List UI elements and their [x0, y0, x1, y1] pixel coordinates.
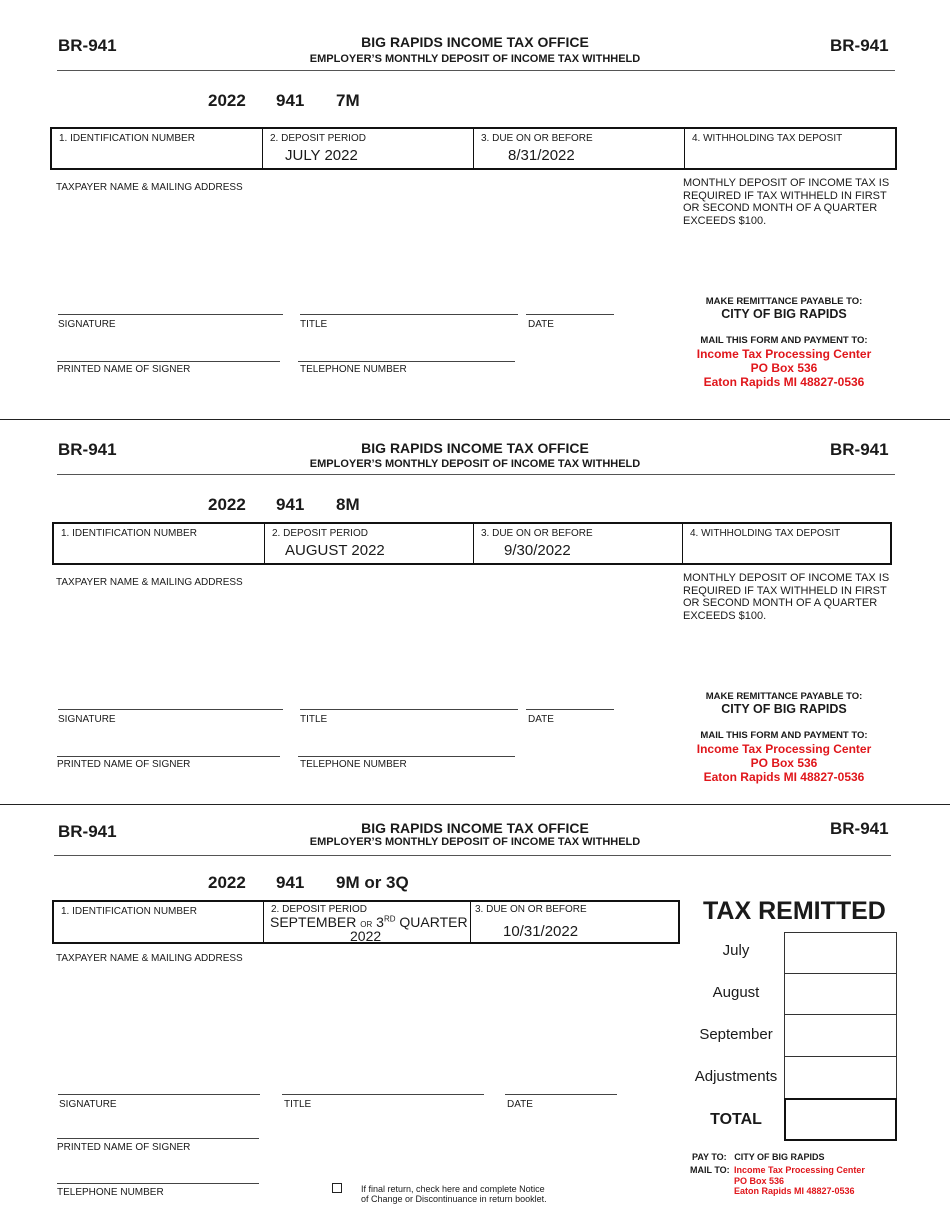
payable-heading: MAKE REMITTANCE PAYABLE TO:: [705, 296, 863, 307]
telephone-line[interactable]: [298, 361, 515, 362]
tax-year: 2022: [208, 495, 246, 514]
pay-to: [692, 1152, 825, 1162]
deposit-period-ordinal: RD: [383, 914, 396, 924]
date-line[interactable]: [526, 709, 614, 710]
tax-year: 2022: [208, 91, 246, 110]
id-number-label: 1. IDENTIFICATION NUMBER: [59, 133, 195, 144]
mail-to-address: [734, 1165, 865, 1197]
due-date-field: [474, 524, 683, 563]
mail-heading: MAIL THIS FORM AND PAYMENT TO:: [700, 730, 868, 741]
printed-name-line[interactable]: [57, 1138, 259, 1139]
taxpayer-label: TAXPAYER NAME & MAILING ADDRESS: [56, 577, 243, 588]
due-date-value: 8/31/2022: [508, 147, 575, 164]
title-line[interactable]: [282, 1094, 484, 1095]
row-label-july: July: [722, 942, 750, 959]
form-number: 941: [276, 873, 305, 892]
title-label: TITLE: [300, 319, 328, 330]
due-date-label: 3. DUE ON OR BEFORE: [481, 133, 593, 144]
address-line2: PO Box 536: [750, 361, 818, 375]
tax-remitted-title: TAX REMITTED: [703, 897, 886, 925]
row-label-total: TOTAL: [710, 1111, 762, 1128]
row-label-adjustments: Adjustments: [694, 1068, 778, 1085]
final-return-line1: If final return, check here and complete Notice: [361, 1184, 545, 1194]
signature-line[interactable]: [58, 1094, 260, 1095]
deposit-period-month: SEPTEMBER: [270, 914, 357, 930]
payable-to: CITY OF BIG RAPIDS: [721, 702, 847, 716]
signature-label: SIGNATURE: [58, 319, 116, 330]
amount-adjustments[interactable]: [784, 1056, 897, 1099]
taxpayer-label: TAXPAYER NAME & MAILING ADDRESS: [56, 182, 243, 193]
due-date-label: 3. DUE ON OR BEFORE: [475, 904, 587, 915]
form-subtitle: EMPLOYER’S MONTHLY DEPOSIT OF INCOME TAX WITHHELD: [309, 53, 641, 65]
form-code-left: BR-941: [58, 822, 117, 841]
deposit-period-field: [264, 902, 471, 942]
tax-year: 2022: [208, 873, 246, 892]
address-line3: Eaton Rapids MI 48827-0536: [703, 375, 865, 389]
mail-to-line2: PO Box 536: [734, 1175, 785, 1186]
deposit-period-year: 2022: [350, 928, 382, 944]
signature-label: SIGNATURE: [59, 1099, 117, 1110]
period-code: 8M: [336, 495, 360, 514]
form-subtitle: EMPLOYER’S MONTHLY DEPOSIT OF INCOME TAX WITHHELD: [309, 458, 641, 470]
telephone-label: TELEPHONE NUMBER: [300, 759, 407, 770]
form-number: 941: [276, 495, 305, 514]
due-date-label: 3. DUE ON OR BEFORE: [481, 528, 593, 539]
date-label: DATE: [528, 319, 554, 330]
title-label: TITLE: [284, 1099, 312, 1110]
title-line[interactable]: [300, 709, 518, 710]
deposit-period-field: [263, 129, 474, 168]
withholding-deposit-label: 4. WITHHOLDING TAX DEPOSIT: [690, 528, 841, 539]
deposit-period-label: 2. DEPOSIT PERIOD: [271, 904, 367, 915]
amount-september[interactable]: [784, 1014, 897, 1057]
id-number-field[interactable]: [54, 524, 265, 563]
deposit-period-or: OR: [360, 920, 373, 929]
title-line[interactable]: [300, 314, 518, 315]
mail-to-line3: Eaton Rapids MI 48827-0536: [734, 1186, 855, 1196]
address-line1: Income Tax Processing Center: [696, 347, 872, 361]
due-date-field: [474, 129, 685, 168]
form-code-left: BR-941: [58, 440, 117, 459]
office-title: BIG RAPIDS INCOME TAX OFFICE: [361, 820, 589, 836]
amount-total[interactable]: [784, 1098, 897, 1141]
form-code-right: BR-941: [830, 440, 889, 459]
printed-name-label: PRINTED NAME OF SIGNER: [57, 759, 191, 770]
form-code-left: BR-941: [58, 36, 117, 55]
telephone-line[interactable]: [57, 1183, 259, 1184]
office-title: BIG RAPIDS INCOME TAX OFFICE: [361, 34, 589, 50]
signature-line[interactable]: [58, 709, 283, 710]
row-label-august: August: [712, 984, 760, 1001]
withholding-deposit-label: 4. WITHHOLDING TAX DEPOSIT: [692, 133, 843, 144]
amount-july[interactable]: [784, 932, 897, 974]
amount-august[interactable]: [784, 973, 897, 1015]
form-number: 941: [276, 91, 305, 110]
pay-to-label: PAY TO:: [692, 1152, 727, 1162]
due-date-value: 10/31/2022: [503, 923, 579, 940]
date-label: DATE: [507, 1099, 533, 1110]
id-number-field[interactable]: [52, 129, 263, 168]
form-subtitle: EMPLOYER’S MONTHLY DEPOSIT OF INCOME TAX WITHHELD: [309, 836, 641, 848]
pay-to-value: CITY OF BIG RAPIDS: [734, 1152, 825, 1162]
due-date-value: 9/30/2022: [504, 542, 571, 559]
office-title: BIG RAPIDS INCOME TAX OFFICE: [361, 440, 589, 456]
date-label: DATE: [528, 714, 554, 725]
printed-name-line[interactable]: [57, 756, 280, 757]
final-return-line2: of Change or Discontinuance in return booklet.: [361, 1194, 547, 1204]
deposit-period-quarter: QUARTER: [399, 914, 468, 930]
signature-line[interactable]: [58, 314, 283, 315]
date-line[interactable]: [526, 314, 614, 315]
withholding-deposit-field[interactable]: [683, 524, 890, 563]
deposit-notice: MONTHLY DEPOSIT OF INCOME TAX IS REQUIRED IF TAX WITHHELD IN FIRST OR SECOND MONTH OF A QUARTER EXCEEDS $100.: [683, 572, 890, 622]
address-line1: Income Tax Processing Center: [696, 742, 872, 756]
telephone-label: TELEPHONE NUMBER: [57, 1187, 164, 1198]
id-number-label: 1. IDENTIFICATION NUMBER: [61, 528, 197, 539]
mail-to-line1: Income Tax Processing Center: [734, 1165, 865, 1175]
taxpayer-label: TAXPAYER NAME & MAILING ADDRESS: [56, 953, 243, 964]
payable-heading: MAKE REMITTANCE PAYABLE TO:: [705, 691, 863, 702]
final-return-note: [361, 1184, 547, 1204]
telephone-line[interactable]: [298, 756, 515, 757]
address-line2: PO Box 536: [750, 756, 818, 770]
deposit-notice: MONTHLY DEPOSIT OF INCOME TAX IS REQUIRED IF TAX WITHHELD IN FIRST OR SECOND MONTH OF A QUARTER EXCEEDS $100.: [683, 177, 890, 227]
period-code: 7M: [336, 91, 360, 110]
printed-name-label: PRINTED NAME OF SIGNER: [57, 364, 191, 375]
printed-name-label: PRINTED NAME OF SIGNER: [57, 1142, 191, 1153]
id-number-field[interactable]: [54, 902, 264, 942]
deposit-info-box: [52, 900, 680, 944]
deposit-period-quarter-number: 3: [376, 914, 384, 930]
cut-line: [0, 804, 950, 805]
final-return-checkbox[interactable]: [332, 1183, 342, 1193]
deposit-info-box: [50, 127, 897, 170]
mail-to-label: MAIL TO:: [690, 1165, 730, 1175]
deposit-period-field: [265, 524, 474, 563]
address-line3: Eaton Rapids MI 48827-0536: [703, 770, 865, 784]
due-date-field: [471, 902, 678, 942]
id-number-label: 1. IDENTIFICATION NUMBER: [61, 906, 197, 917]
withholding-deposit-field[interactable]: [685, 129, 895, 168]
deposit-period-label: 2. DEPOSIT PERIOD: [272, 528, 368, 539]
period-code: 9M or 3Q: [336, 873, 409, 892]
deposit-info-box: [52, 522, 892, 565]
deposit-period-label: 2. DEPOSIT PERIOD: [270, 133, 366, 144]
telephone-label: TELEPHONE NUMBER: [300, 364, 407, 375]
deposit-period-value: AUGUST 2022: [285, 542, 385, 559]
deposit-period-value: JULY 2022: [285, 147, 358, 164]
cut-line: [0, 419, 950, 420]
payable-to: CITY OF BIG RAPIDS: [721, 307, 847, 321]
form-code-right: BR-941: [830, 819, 889, 838]
row-label-september: September: [699, 1026, 773, 1043]
form-code-right: BR-941: [830, 36, 889, 55]
date-line[interactable]: [505, 1094, 617, 1095]
mail-heading: MAIL THIS FORM AND PAYMENT TO:: [700, 335, 868, 346]
printed-name-line[interactable]: [57, 361, 280, 362]
signature-label: SIGNATURE: [58, 714, 116, 725]
title-label: TITLE: [300, 714, 328, 725]
